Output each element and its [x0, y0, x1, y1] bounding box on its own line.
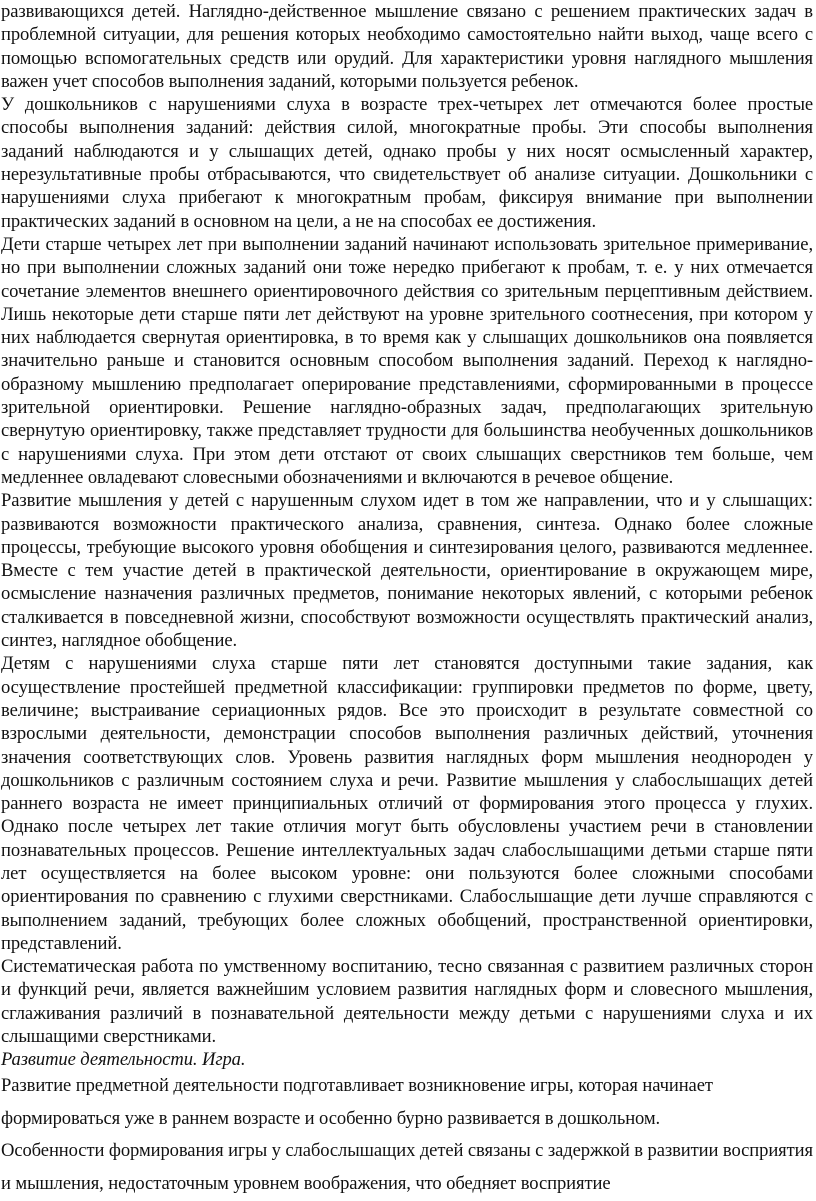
paragraph-thinking-intro: развивающихся детей. Наглядно-действенное мышление связано с решением практических задач в проблемной ситуации, для решения которых необходимо самостоятельно найти выход, чаще всего с помощью вспомогательных средств или орудий. Для характеристики уровня наглядного мышления важен учет способов выполнения заданий, которыми пользуется ребенок. — [1, 1, 813, 92]
paragraph-play-emergence: Развитие предметной деятельности подготавливает возникновение игры, которая начинает формироваться уже в раннем возрасте и особенно бурно развивается в дошкольном. — [1, 1074, 713, 1130]
section-heading: Развитие деятельности. Игра. — [1, 1049, 246, 1071]
paragraph-systematic-work: Систематическая работа по умственному воспитанию, тесно связанная с развитием различных сторон и функций речи, является важнейшим условием развития наглядных форм и словесного мышления, сглаживания различий в познавательной деятельности между детьми с нарушениями слуха и их слышащими сверстниками. — [1, 956, 813, 1048]
paragraph-preschool-methods: У дошкольников с нарушениями слуха в возрасте трех-четырех лет отмечаются более простые способы выполнения заданий: действия силой, многократные пробы. Эти способы выполнения заданий наблюдаются и у слышащих детей, однако пробы у них носят осмысленный характер, нерезультативные пробы отбрасываются, что свидетельствует об анализе ситуации. Дошкольники с нарушениями слуха прибегают к многократным пробам, фиксируя внимание при выполнении практических заданий в основном на цели, а не на способах ее достижения. — [1, 94, 813, 232]
paragraph-classification: Детям с нарушениями слуха старше пяти лет становятся доступными такие задания, как осуществление простейшей предметной классификации: группировки предметов по форме, цвету, величине; выстраивание сериационных рядов. Все это происходит в результате совместной со взрослыми деятельности, демонстрации способов выполнения различных действий, уточнения значения соответствующих слов. Уровень развития наглядных форм мышления неоднороден у дошкольников с различным состоянием слуха и речи. Развитие мышления у слабослышащих детей раннего возраста не имеет принципиальных отличий от формирования этого процесса у глухих. Однако после четырех лет такие отличия могут быть обусловлены участием речи в становлении познавательных процессов. Решение интеллектуальных задач слабослышащими детьми старше пяти лет осуществляется на более высоком уровне: они пользуются более сложными способами ориентирования по сравнению с глухими сверстниками. Слабослышащие дети лучше справляются с выполнением заданий, требующих более сложных обобщений, пространственной ориентировки, представлений. — [1, 653, 813, 954]
paragraph-thinking-development: Развитие мышления у детей с нарушенным слухом идет в том же направлении, что и у слышащих: развиваются возможности практического анализа, сравнения, синтеза. Однако более сложные процессы, требующие высокого уровня обобщения и синтезирования целого, развиваются медленнее. Вместе с тем участие детей в практической деятельности, ориентирование в окружающем мире, осмысление назначения различных предметов, понимание некоторых явлений, с которыми ребенок сталкивается в повседневной жизни, способствуют возможности осуществлять практический анализ, синтез, наглядное обобщение. — [1, 490, 813, 652]
paragraph-visual-trial: Дети старше четырех лет при выполнении заданий начинают использовать зрительное примеривание, но при выполнении сложных заданий они тоже нередко прибегают к пробам, т. е. у них отмечается сочетание элементов внешнего ориентировочного действия со зрительным перцептивным действием. Лишь некоторые дети старше пяти лет действуют на уровне зрительного соотнесения, при котором у них наблюдается свернутая ориентировка, в то время как у слышащих дошкольников она появляется значительно раньше и становится основным способом выполнения заданий. Переход к наглядно-образному мышлению предполагает оперирование представлениями, сформированными в процессе зрительной ориентировки. Решение наглядно-образных задач, предполагающих зрительную свернутую ориентировку, также представляет трудности для большинства необученных дошкольников с нарушениями слуха. При этом дети отстают от своих слышащих сверстников тем больше, чем медленнее овладевают словесными обозначениями и включаются в речевое общение. — [1, 233, 813, 488]
paragraph-play-features: Особенности формирования игры у слабослышащих детей связаны с задержкой в развитии восприятия и мышления, недостаточным уровнем воображения, что обедняет восприятие — [1, 1139, 813, 1195]
